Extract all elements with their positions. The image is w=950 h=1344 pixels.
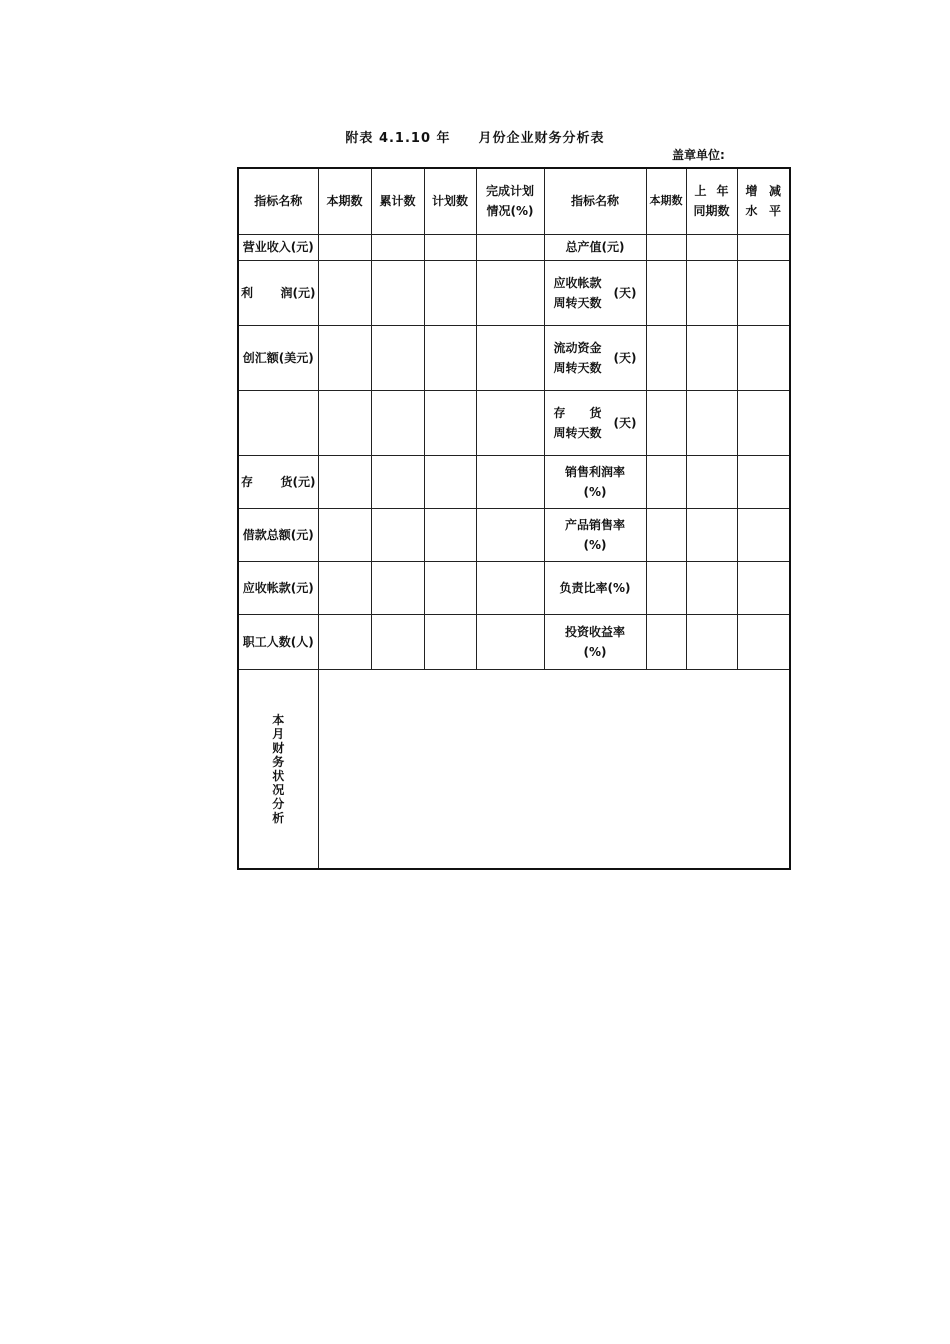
row-label-right: 负责比率(%) xyxy=(544,561,646,614)
table-row xyxy=(238,614,790,669)
cell-current[interactable] xyxy=(318,390,371,455)
table-row xyxy=(238,561,790,614)
cell-change[interactable] xyxy=(737,508,790,561)
row-label-right-1: 投资收益率 xyxy=(564,624,625,639)
col-indicator2: 指标名称 xyxy=(544,168,646,234)
row-label: 应收帐款(元) xyxy=(238,561,318,614)
col-cumulative: 累计数 xyxy=(371,168,424,234)
cell-last-year[interactable] xyxy=(686,325,737,390)
cell-plan[interactable] xyxy=(424,455,476,508)
row-label-right xyxy=(544,325,646,390)
cell-completion[interactable] xyxy=(476,455,544,508)
row-label-right-2: (%) xyxy=(583,537,607,552)
row-label xyxy=(238,260,318,325)
cell-current2[interactable] xyxy=(646,325,686,390)
cell-change[interactable] xyxy=(737,325,790,390)
cell-completion[interactable] xyxy=(476,561,544,614)
cell-current[interactable] xyxy=(318,614,371,669)
row-label-b: 润(元) xyxy=(280,285,316,300)
cell-cumulative[interactable] xyxy=(371,390,424,455)
table-row xyxy=(238,455,790,508)
cell-plan[interactable] xyxy=(424,325,476,390)
title-right: 月份企业财务分析表 xyxy=(478,131,605,146)
row-unit: (天) xyxy=(613,350,637,365)
cell-current2[interactable] xyxy=(646,390,686,455)
seal-label: 盖章单位: xyxy=(672,148,725,162)
cell-last-year[interactable] xyxy=(686,260,737,325)
cell-plan[interactable] xyxy=(424,561,476,614)
cell-current[interactable] xyxy=(318,325,371,390)
col-change-1a: 增 xyxy=(745,184,758,199)
cell-completion[interactable] xyxy=(476,390,544,455)
table-row xyxy=(238,325,790,390)
page-title xyxy=(0,127,950,146)
col-change-2b: 平 xyxy=(768,204,781,219)
cell-cumulative[interactable] xyxy=(371,508,424,561)
cell-change[interactable] xyxy=(737,390,790,455)
row-label-right xyxy=(544,614,646,669)
row-label-right: 总产值(元) xyxy=(544,234,646,260)
row-label xyxy=(238,455,318,508)
cell-current2[interactable] xyxy=(646,614,686,669)
cell-completion[interactable] xyxy=(476,260,544,325)
cell-current2[interactable] xyxy=(646,508,686,561)
col-completion-line1: 完成计划 xyxy=(485,184,534,199)
row-label-right-1a: 存 xyxy=(553,405,566,420)
cell-plan[interactable] xyxy=(424,260,476,325)
cell-last-year[interactable] xyxy=(686,234,737,260)
row-label-a: 存 xyxy=(241,474,254,489)
row-label: 职工人数(人) xyxy=(238,614,318,669)
table-row xyxy=(238,390,790,455)
row-label-right xyxy=(544,260,646,325)
cell-cumulative[interactable] xyxy=(371,234,424,260)
cell-plan[interactable] xyxy=(424,614,476,669)
cell-current2[interactable] xyxy=(646,234,686,260)
cell-change[interactable] xyxy=(737,234,790,260)
col-current2: 本期数 xyxy=(646,168,686,234)
col-indicator: 指标名称 xyxy=(238,168,318,234)
row-label: 营业收入(元) xyxy=(238,234,318,260)
row-label: 创汇额(美元) xyxy=(238,325,318,390)
cell-cumulative[interactable] xyxy=(371,614,424,669)
cell-current2[interactable] xyxy=(646,260,686,325)
row-unit: (天) xyxy=(613,415,637,430)
col-completion xyxy=(476,168,544,234)
row-label-right xyxy=(544,508,646,561)
cell-last-year[interactable] xyxy=(686,390,737,455)
row-label-right-2: (%) xyxy=(583,484,607,499)
analysis-label-cell xyxy=(238,669,318,869)
cell-cumulative[interactable] xyxy=(371,455,424,508)
title-left: 附表 4.1.10 年 xyxy=(345,131,451,146)
row-label xyxy=(238,390,318,455)
cell-change[interactable] xyxy=(737,561,790,614)
cell-cumulative[interactable] xyxy=(371,325,424,390)
col-current: 本期数 xyxy=(318,168,371,234)
col-change-1b: 减 xyxy=(768,184,781,199)
cell-current[interactable] xyxy=(318,234,371,260)
cell-cumulative[interactable] xyxy=(371,260,424,325)
cell-plan[interactable] xyxy=(424,234,476,260)
table-row xyxy=(238,260,790,325)
analysis-label: 本月财务状况分析 xyxy=(272,712,285,825)
cell-plan[interactable] xyxy=(424,390,476,455)
cell-current[interactable] xyxy=(318,561,371,614)
analysis-content[interactable] xyxy=(318,669,790,869)
cell-change[interactable] xyxy=(737,455,790,508)
row-unit: (天) xyxy=(613,285,637,300)
col-last-year xyxy=(686,168,737,234)
col-plan: 计划数 xyxy=(424,168,476,234)
cell-current2[interactable] xyxy=(646,455,686,508)
cell-last-year[interactable] xyxy=(686,455,737,508)
col-change xyxy=(737,168,790,234)
row-label-right-2: (%) xyxy=(583,644,607,659)
row-label-right-1: 流动资金 xyxy=(553,340,602,355)
analysis-row xyxy=(238,669,790,869)
row-label-right-2: 周转天数 xyxy=(553,360,602,375)
col-last-year-1a: 上 xyxy=(694,184,707,199)
col-last-year-1b: 年 xyxy=(716,184,729,199)
cell-current[interactable] xyxy=(318,260,371,325)
row-label-right-2: 周转天数 xyxy=(553,425,602,440)
cell-cumulative[interactable] xyxy=(371,561,424,614)
row-label-right-2: 周转天数 xyxy=(553,295,602,310)
row-label: 借款总额(元) xyxy=(238,508,318,561)
col-last-year-2: 同期数 xyxy=(693,204,730,219)
cell-completion[interactable] xyxy=(476,614,544,669)
cell-current[interactable] xyxy=(318,508,371,561)
table-row xyxy=(238,234,790,260)
cell-last-year[interactable] xyxy=(686,614,737,669)
col-change-2a: 水 xyxy=(745,204,758,219)
cell-plan[interactable] xyxy=(424,508,476,561)
cell-last-year[interactable] xyxy=(686,561,737,614)
cell-last-year[interactable] xyxy=(686,508,737,561)
cell-current[interactable] xyxy=(318,455,371,508)
row-label-right-1b: 货 xyxy=(589,405,602,420)
row-label-right xyxy=(544,390,646,455)
row-label-right xyxy=(544,455,646,508)
cell-current2[interactable] xyxy=(646,561,686,614)
row-label-right-1: 产品销售率 xyxy=(564,517,625,532)
cell-change[interactable] xyxy=(737,260,790,325)
row-label-a: 利 xyxy=(241,285,254,300)
financial-analysis-table xyxy=(237,167,791,870)
col-completion-line2: 情况(%) xyxy=(486,204,534,219)
cell-completion[interactable] xyxy=(476,508,544,561)
row-label-right-1: 销售利润率 xyxy=(564,464,625,479)
row-label-right-1: 应收帐款 xyxy=(553,275,602,290)
cell-completion[interactable] xyxy=(476,234,544,260)
row-label-b: 货(元) xyxy=(280,474,316,489)
cell-completion[interactable] xyxy=(476,325,544,390)
table-row xyxy=(238,508,790,561)
cell-change[interactable] xyxy=(737,614,790,669)
header-row xyxy=(238,168,790,234)
